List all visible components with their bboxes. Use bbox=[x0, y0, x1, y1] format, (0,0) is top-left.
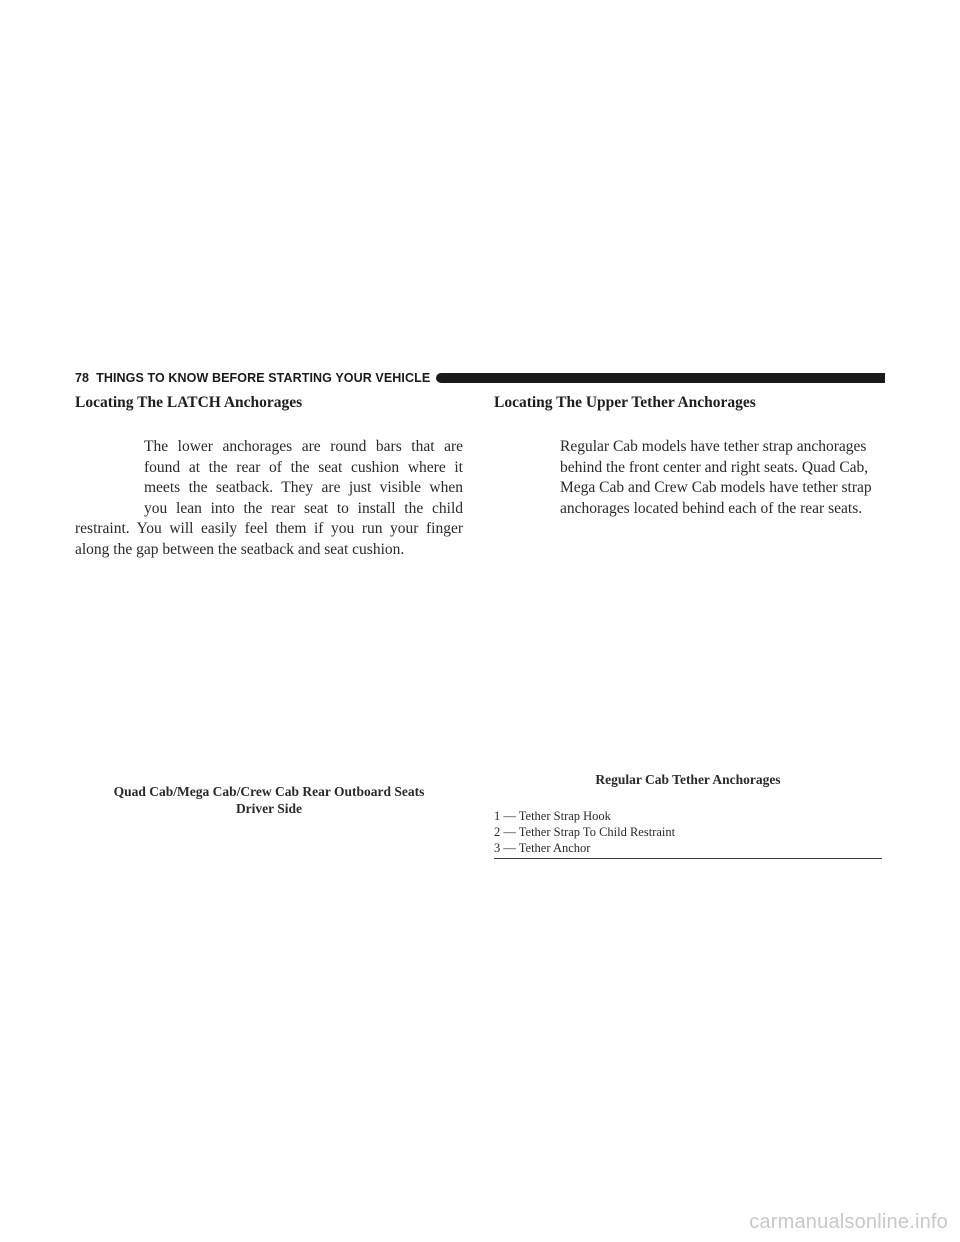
figure-legend bbox=[494, 808, 882, 859]
caption-line: Driver Side bbox=[235, 801, 303, 816]
legend-item: 2 — Tether Strap To Child Restraint bbox=[494, 825, 676, 839]
paragraph-line: Mega Cab and Crew Cab models have tether strap bbox=[560, 479, 872, 496]
paragraph-line: you lean into the rear seat to install the child bbox=[144, 499, 463, 517]
paragraph-line: found at the rear of the seat cushion where it bbox=[144, 458, 463, 476]
right-column bbox=[494, 393, 882, 855]
tether-paragraph bbox=[560, 437, 882, 519]
left-column bbox=[75, 393, 463, 816]
caption-line: Quad Cab/Mega Cab/Crew Cab Rear Outboard Seats bbox=[113, 784, 425, 799]
paragraph-line: Regular Cab models have tether strap anchorages bbox=[560, 438, 867, 455]
paragraph-line: restraint. You will easily feel them if you run your finger bbox=[75, 520, 463, 537]
latch-heading: Locating The LATCH Anchorages bbox=[75, 394, 303, 411]
legend-item: 1 — Tether Strap Hook bbox=[494, 809, 611, 823]
latch-figure-placeholder bbox=[75, 563, 463, 773]
paragraph-line: The lower anchorages are round bars that are bbox=[144, 438, 463, 455]
tether-figure-placeholder bbox=[494, 523, 882, 763]
paragraph-line: anchorages located behind each of the rear seats. bbox=[560, 499, 863, 517]
latch-paragraph bbox=[75, 437, 463, 560]
latch-figure-caption bbox=[75, 783, 463, 817]
tether-heading: Locating The Upper Tether Anchorages bbox=[494, 394, 756, 411]
watermark: carmanualsonline.info bbox=[749, 1211, 948, 1233]
page-number: 78 bbox=[75, 371, 90, 385]
legend-item: 3 — Tether Anchor bbox=[494, 841, 591, 855]
section-title: THINGS TO KNOW BEFORE STARTING YOUR VEHICLE bbox=[96, 371, 431, 385]
page-header bbox=[75, 370, 885, 386]
paragraph-line: along the gap between the seatback and seat cushion. bbox=[75, 540, 405, 558]
tether-figure-caption: Regular Cab Tether Anchorages bbox=[595, 772, 781, 787]
header-rule bbox=[436, 373, 885, 383]
paragraph-line: behind the front center and right seats. Quad Cab, bbox=[560, 458, 869, 476]
paragraph-line: meets the seatback. They are just visible when bbox=[144, 479, 463, 496]
